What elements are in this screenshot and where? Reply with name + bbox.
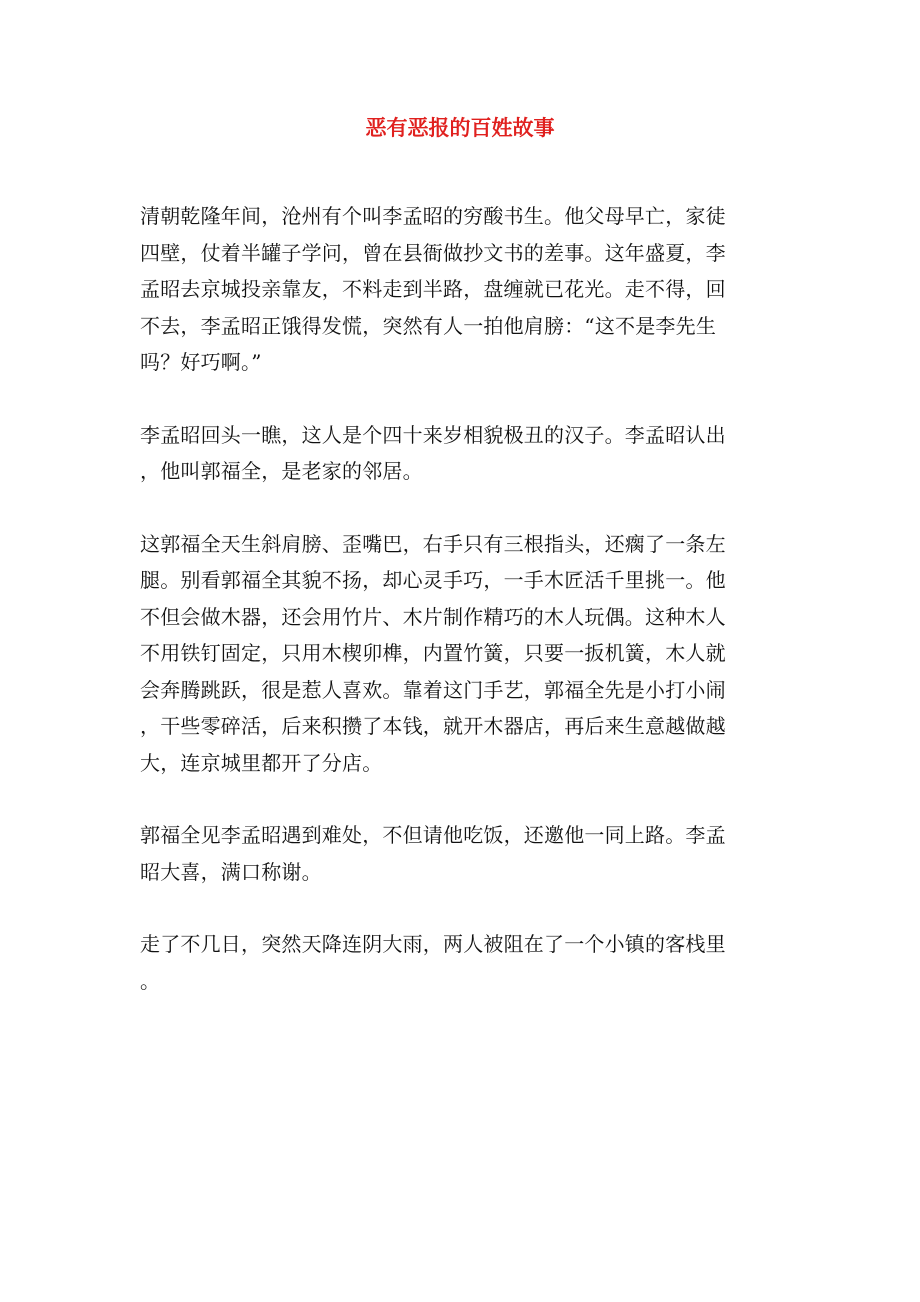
- paragraph-line: 昭大喜，满口称谢。: [140, 859, 322, 884]
- paragraph-line: 清朝乾隆年间，沧州有个叫李孟昭的穷酸书生。他父母早亡，家徒: [140, 204, 726, 228]
- paragraph-line: 不去，李孟昭正饿得发慌，突然有人一拍他肩膀：“这不是李先生: [140, 313, 717, 338]
- paragraph-line: ，他叫郭福全，是老家的邻居。: [140, 459, 423, 483]
- paragraph-line: 会奔腾跳跃，很是惹人喜欢。靠着这门手艺，郭福全先是小打小闹: [140, 677, 726, 702]
- paragraph-4: [140, 817, 780, 890]
- paragraph-line: 大，连京城里都开了分店。: [140, 750, 383, 775]
- document-title: 恶有恶报的百姓故事: [365, 115, 555, 140]
- paragraph-1: [140, 198, 780, 381]
- paragraph-line: 李孟昭回头一瞧，这人是个四十来岁相貌极丑的汉子。李孟昭认出: [140, 422, 726, 447]
- paragraph-line: 郭福全见李孟昭遇到难处，不但请他吃饭，还邀他一同上路。李孟: [140, 823, 726, 847]
- paragraph-line: 走了不几日，突然天降连阴大雨，两人被阻在了一个小镇的客栈里: [140, 932, 726, 956]
- paragraph-line: 四壁，仗着半罐子学问，曾在县衙做抄文书的差事。这年盛夏，李: [140, 240, 726, 265]
- paragraph-2: [140, 417, 780, 490]
- paragraph-line: 腿。别看郭福全其貌不扬，却心灵手巧，一手木匠活千里挑一。他: [140, 568, 726, 592]
- document-body: [140, 198, 780, 1035]
- paragraph-line: 吗？好巧啊。”: [140, 350, 262, 374]
- paragraph-line: 孟昭去京城投亲靠友，不料走到半路，盘缠就已花光。走不得，回: [140, 277, 726, 301]
- paragraph-line: 。: [140, 968, 161, 993]
- paragraph-line: ，干些零碎活，后来积攒了本钱，就开木器店，再后来生意越做越: [140, 714, 726, 738]
- paragraph-line: 不用铁钉固定，只用木楔卯榫，内置竹簧，只要一扳机簧，木人就: [140, 641, 726, 665]
- paragraph-3: [140, 526, 780, 782]
- paragraph-line: 不但会做木器，还会用竹片、木片制作精巧的木人玩偶。这种木人: [140, 604, 726, 629]
- paragraph-5: [140, 926, 780, 999]
- paragraph-line: 这郭福全天生斜肩膀、歪嘴巴，右手只有三根指头，还瘸了一条左: [140, 531, 726, 556]
